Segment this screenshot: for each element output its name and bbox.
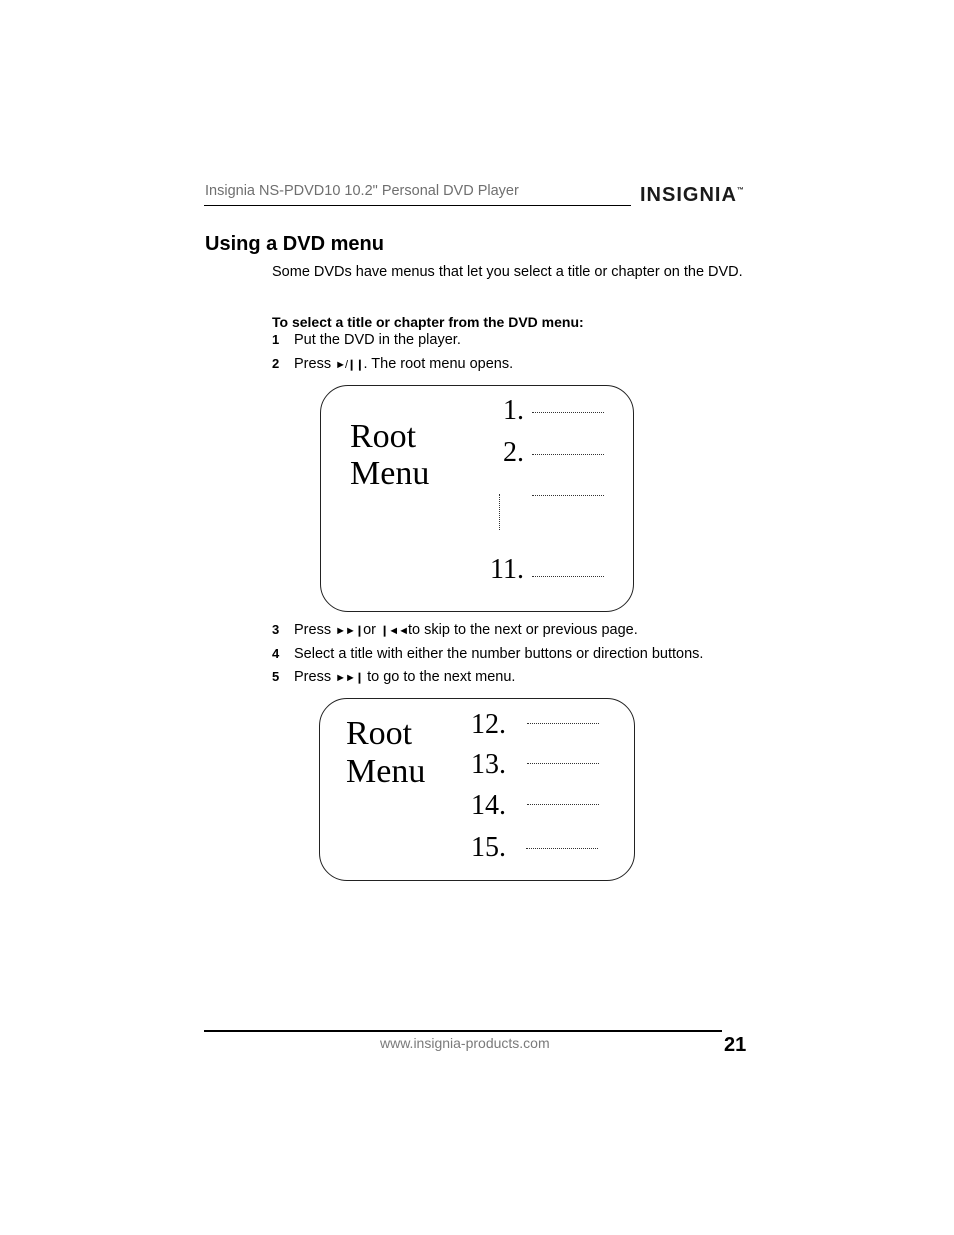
procedure-title: To select a title or chapter from the DVD menu: — [272, 314, 584, 330]
menu-item-placeholder — [527, 763, 599, 764]
root-menu-title-line1: Root — [346, 715, 413, 752]
root-menu-title-line2: Menu — [350, 455, 430, 492]
root-menu-title-line2: Menu — [346, 753, 426, 790]
footer-rule — [204, 1030, 722, 1032]
next-icon: ►►❙ — [335, 625, 364, 637]
step-3: 3 Press ►►❙or ❙◄◄to skip to the next or previous page. — [272, 622, 638, 638]
menu-continuation-dots — [499, 494, 500, 530]
menu-item-number: 2. — [503, 437, 524, 468]
intro-paragraph: Some DVDs have menus that let you select a title or chapter on the DVD. — [272, 264, 743, 280]
page-number: 21 — [724, 1034, 747, 1056]
menu-item-placeholder — [532, 454, 604, 455]
menu-item-placeholder — [526, 848, 598, 849]
next-icon: ►►❙ — [335, 672, 364, 684]
menu-item-placeholder — [532, 576, 604, 577]
menu-item-number: 14. — [471, 790, 506, 821]
menu-item-number: 11. — [490, 554, 524, 585]
menu-item-number: 1. — [503, 395, 524, 426]
menu-item-number: 15. — [471, 832, 506, 863]
step-5: 5 Press ►►❙ to go to the next menu. — [272, 669, 516, 685]
menu-item-placeholder — [532, 495, 604, 496]
running-header-title: Insignia NS-PDVD10 10.2" Personal DVD Player — [205, 183, 519, 199]
section-heading: Using a DVD menu — [205, 233, 384, 255]
menu-item-number: 13. — [471, 749, 506, 780]
play-pause-icon: ►/❙❙ — [335, 359, 364, 371]
step-4: 4 Select a title with either the number buttons or direction buttons. — [272, 646, 704, 662]
step-2: 2 Press ►/❙❙. The root menu opens. — [272, 356, 514, 372]
footer-url[interactable]: www.insignia-products.com — [380, 1035, 550, 1051]
insignia-logo: INSIGNIA™ — [640, 184, 744, 206]
header-rule — [204, 205, 631, 206]
root-menu-title-line1: Root — [350, 418, 417, 455]
previous-icon: ❙◄◄ — [380, 625, 409, 637]
menu-item-placeholder — [532, 412, 604, 413]
step-1: 1 Put the DVD in the player. — [272, 332, 461, 348]
menu-item-number: 12. — [471, 709, 506, 740]
menu-item-placeholder — [527, 804, 599, 805]
menu-item-placeholder — [527, 723, 599, 724]
